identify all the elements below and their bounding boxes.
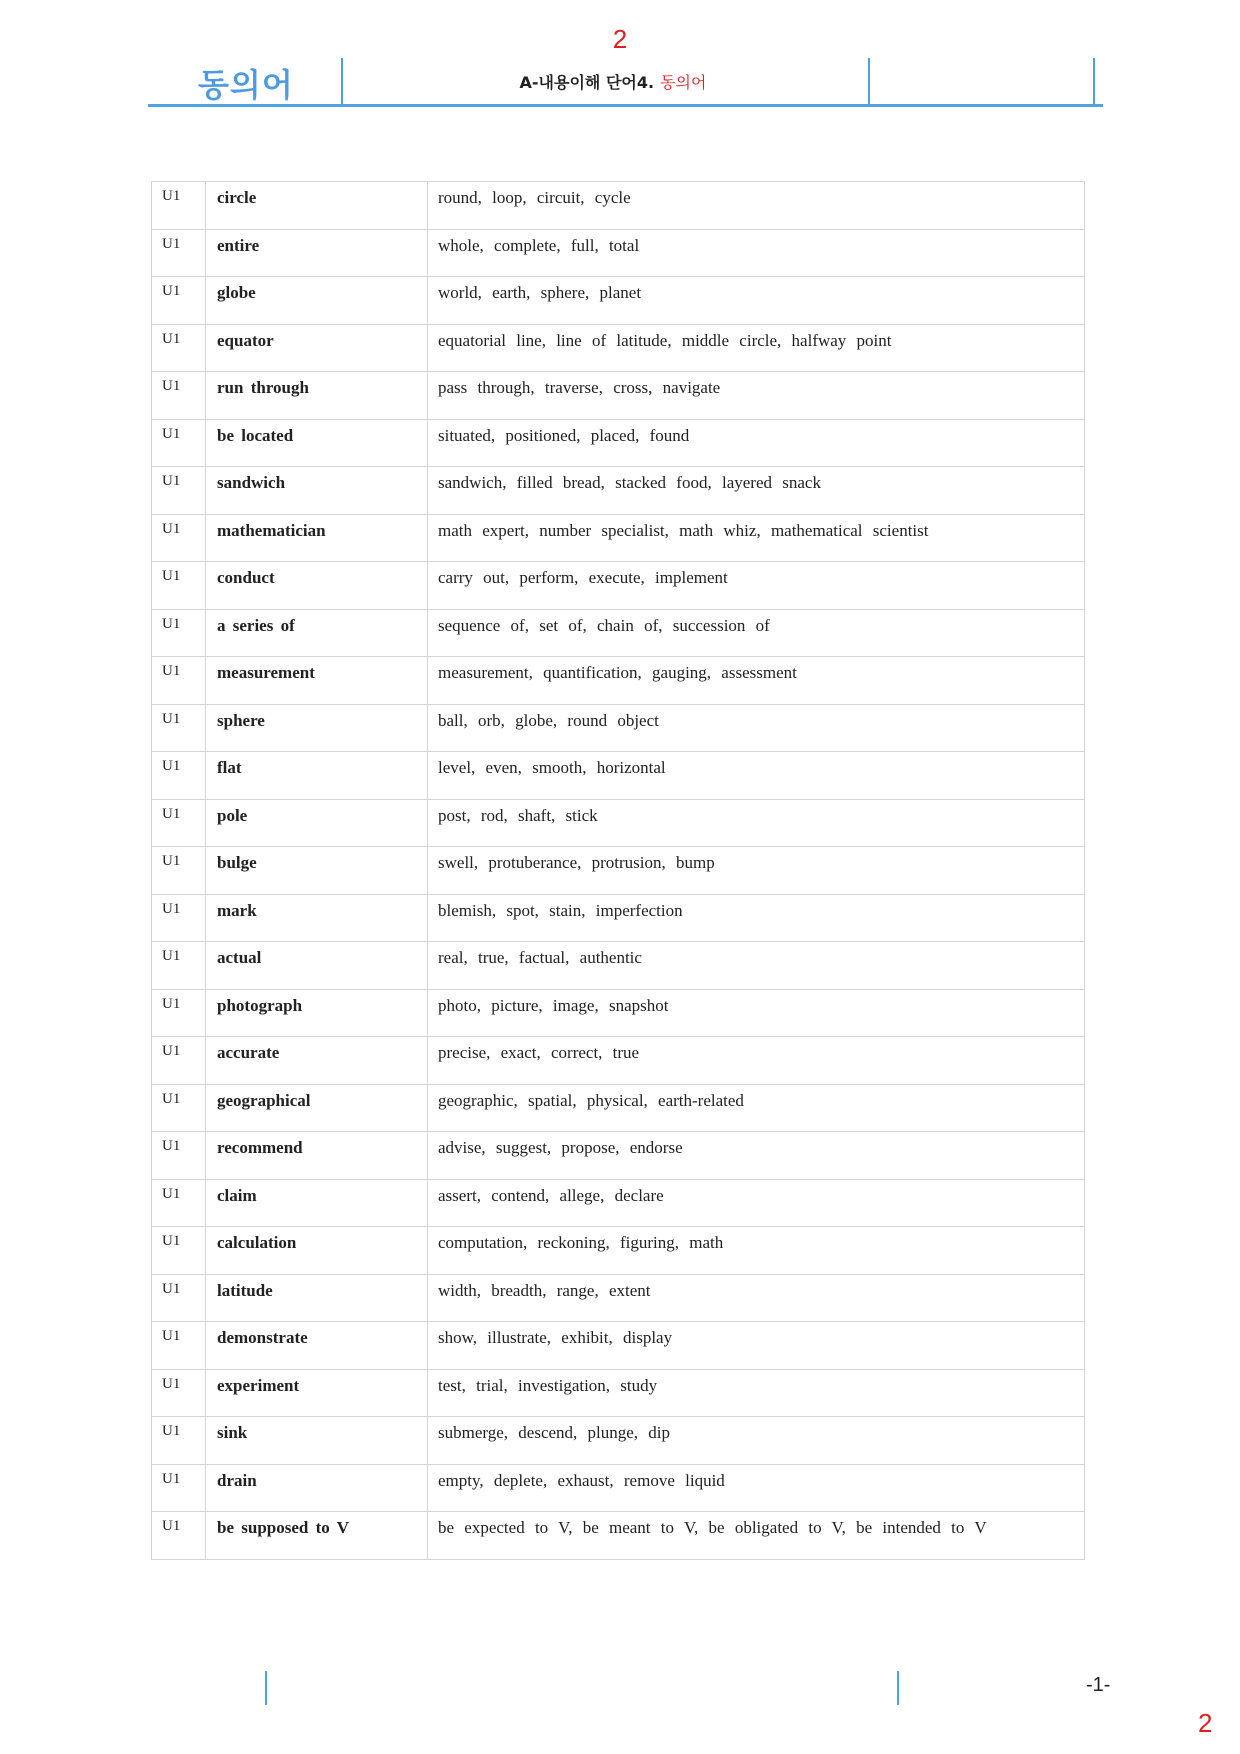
unit-text: U1 <box>162 663 181 679</box>
synonyms-cell <box>428 847 1085 895</box>
table-row <box>152 467 1085 515</box>
unit-cell <box>152 182 206 230</box>
table-row <box>152 562 1085 610</box>
unit-text: U1 <box>162 1138 181 1154</box>
word-cell <box>206 1369 428 1417</box>
synonyms-cell <box>428 942 1085 990</box>
synonyms-cell <box>428 514 1085 562</box>
synonyms-text: round, loop, circuit, cycle <box>438 188 631 207</box>
synonyms-text: submerge, descend, plunge, dip <box>438 1423 671 1442</box>
word-cell <box>206 1132 428 1180</box>
synonyms-cell <box>428 752 1085 800</box>
unit-cell <box>152 277 206 325</box>
synonyms-cell <box>428 609 1085 657</box>
unit-cell <box>152 1179 206 1227</box>
word-cell <box>206 1179 428 1227</box>
synonyms-cell <box>428 372 1085 420</box>
synonyms-text: computation, reckoning, figuring, math <box>438 1233 724 1252</box>
word-text: actual <box>217 948 262 967</box>
synonyms-cell <box>428 562 1085 610</box>
synonyms-cell <box>428 704 1085 752</box>
synonyms-text: measurement, quantification, gauging, assessment <box>438 663 797 682</box>
synonyms-cell <box>428 419 1085 467</box>
unit-text: U1 <box>162 758 181 774</box>
synonyms-text: test, trial, investigation, study <box>438 1375 658 1395</box>
table-row <box>152 1464 1085 1512</box>
synonyms-text: be expected to V, be meant to V, be obligated to V, be intended to V <box>438 1518 987 1537</box>
unit-cell <box>152 989 206 1037</box>
unit-text: U1 <box>162 473 181 489</box>
word-cell <box>206 514 428 562</box>
page-header <box>148 58 1103 107</box>
synonyms-cell <box>428 1512 1085 1560</box>
unit-cell <box>152 752 206 800</box>
word-text: demonstrate <box>217 1328 308 1347</box>
word-cell <box>206 1417 428 1465</box>
word-text: calculation <box>217 1233 297 1252</box>
word-text: measurement <box>217 663 315 682</box>
synonyms-text: empty, deplete, exhaust, remove liquid <box>438 1470 725 1490</box>
synonyms-cell <box>428 1084 1085 1132</box>
top-page-number: 2 <box>612 24 628 54</box>
synonyms-cell <box>428 1037 1085 1085</box>
word-cell <box>206 657 428 705</box>
synonyms-cell <box>428 1464 1085 1512</box>
word-text: bulge <box>217 853 257 872</box>
word-cell <box>206 467 428 515</box>
word-text: conduct <box>217 568 275 587</box>
header-subtitle-highlight: 동의어 <box>660 73 707 92</box>
word-cell <box>206 562 428 610</box>
unit-text: U1 <box>162 1328 181 1344</box>
table-row <box>152 419 1085 467</box>
unit-cell <box>152 942 206 990</box>
word-text: run through <box>217 378 309 397</box>
synonyms-text: math expert, number specialist, math whiz, mathematical scientist <box>438 520 929 540</box>
unit-text: U1 <box>162 900 181 917</box>
word-text: geographical <box>217 1090 311 1110</box>
word-cell <box>206 1274 428 1322</box>
synonyms-text: world, earth, sphere, planet <box>438 283 642 302</box>
word-cell <box>206 942 428 990</box>
synonyms-text: equatorial line, line of latitude, middle circle, halfway point <box>438 330 892 350</box>
word-cell <box>206 229 428 277</box>
table-row <box>152 277 1085 325</box>
header-subtitle-text: A-내용이해 단어4. <box>519 73 655 92</box>
synonyms-text: blemish, spot, stain, imperfection <box>438 900 683 920</box>
synonyms-text: precise, exact, correct, true <box>438 1043 640 1062</box>
unit-cell <box>152 609 206 657</box>
table-row <box>152 894 1085 942</box>
word-cell <box>206 1227 428 1275</box>
table-row <box>152 229 1085 277</box>
table-row <box>152 372 1085 420</box>
synonyms-cell <box>428 894 1085 942</box>
header-divider-right <box>1093 58 1095 104</box>
synonyms-cell <box>428 989 1085 1037</box>
word-cell <box>206 1322 428 1370</box>
word-text: a series of <box>217 615 295 635</box>
word-cell <box>206 182 428 230</box>
synonyms-text: advise, suggest, propose, endorse <box>438 1138 683 1157</box>
unit-text: U1 <box>162 1375 181 1392</box>
unit-cell <box>152 514 206 562</box>
unit-text: U1 <box>162 710 181 727</box>
unit-cell <box>152 894 206 942</box>
word-cell <box>206 847 428 895</box>
synonyms-cell <box>428 1322 1085 1370</box>
synonyms-cell <box>428 1369 1085 1417</box>
unit-text: U1 <box>162 1185 181 1202</box>
word-text: mark <box>217 900 257 920</box>
word-text: drain <box>217 1470 257 1490</box>
unit-cell <box>152 1037 206 1085</box>
unit-text: U1 <box>162 615 181 632</box>
unit-text: U1 <box>162 1423 181 1439</box>
word-cell <box>206 1512 428 1560</box>
word-text: photograph <box>217 995 303 1015</box>
word-text: flat <box>217 758 242 777</box>
unit-text: U1 <box>162 520 181 537</box>
footer-divider-right <box>897 1671 899 1705</box>
synonyms-text: width, breadth, range, extent <box>438 1280 651 1300</box>
synonyms-text: ball, orb, globe, round object <box>438 710 659 730</box>
table-row <box>152 1132 1085 1180</box>
word-text: circle <box>217 188 257 207</box>
synonyms-text: post, rod, shaft, stick <box>438 805 598 825</box>
synonyms-text: assert, contend, allege, declare <box>438 1185 664 1205</box>
synonyms-text: show, illustrate, exhibit, display <box>438 1328 673 1347</box>
unit-cell <box>152 1132 206 1180</box>
unit-cell <box>152 467 206 515</box>
synonyms-text: sandwich, filled bread, stacked food, layered snack <box>438 473 821 492</box>
word-text: latitude <box>217 1280 273 1300</box>
word-cell <box>206 1037 428 1085</box>
word-text: mathematician <box>217 520 326 540</box>
table-row <box>152 514 1085 562</box>
synonyms-text: geographic, spatial, physical, earth-related <box>438 1090 744 1110</box>
word-text: claim <box>217 1185 257 1205</box>
word-text: entire <box>217 235 260 255</box>
word-cell <box>206 799 428 847</box>
table-row <box>152 609 1085 657</box>
table-row <box>152 704 1085 752</box>
word-cell <box>206 704 428 752</box>
unit-text: U1 <box>162 805 181 822</box>
table-row <box>152 942 1085 990</box>
word-cell <box>206 1464 428 1512</box>
header-subtitle <box>348 70 878 93</box>
unit-cell <box>152 229 206 277</box>
table-row <box>152 1369 1085 1417</box>
table-row <box>152 1512 1085 1560</box>
synonyms-text: situated, positioned, placed, found <box>438 425 690 445</box>
page-label: -1- <box>1086 1674 1111 1696</box>
table-row <box>152 324 1085 372</box>
unit-text: U1 <box>162 188 181 204</box>
unit-text: U1 <box>162 330 181 347</box>
word-text: experiment <box>217 1375 300 1395</box>
unit-cell <box>152 847 206 895</box>
table-row <box>152 1417 1085 1465</box>
synonyms-cell <box>428 799 1085 847</box>
footer-divider-left <box>265 1671 267 1705</box>
table-row <box>152 1179 1085 1227</box>
word-cell <box>206 894 428 942</box>
word-cell <box>206 277 428 325</box>
synonyms-cell <box>428 1417 1085 1465</box>
unit-text: U1 <box>162 995 181 1012</box>
unit-text: U1 <box>162 1090 181 1107</box>
unit-cell <box>152 657 206 705</box>
table-row <box>152 847 1085 895</box>
synonyms-text: pass through, traverse, cross, navigate <box>438 378 721 397</box>
table-row <box>152 657 1085 705</box>
synonyms-cell <box>428 1132 1085 1180</box>
table-row <box>152 1274 1085 1322</box>
synonyms-cell <box>428 1227 1085 1275</box>
synonyms-text: whole, complete, full, total <box>438 235 640 255</box>
unit-cell <box>152 372 206 420</box>
table-row <box>152 1322 1085 1370</box>
unit-cell <box>152 704 206 752</box>
unit-cell <box>152 419 206 467</box>
synonyms-cell <box>428 182 1085 230</box>
unit-text: U1 <box>162 1233 181 1249</box>
table-row <box>152 1227 1085 1275</box>
word-cell <box>206 989 428 1037</box>
table-row <box>152 182 1085 230</box>
synonyms-text: photo, picture, image, snapshot <box>438 995 669 1015</box>
unit-text: U1 <box>162 283 181 299</box>
word-cell <box>206 752 428 800</box>
word-cell <box>206 1084 428 1132</box>
synonyms-cell <box>428 1274 1085 1322</box>
word-text: sink <box>217 1423 248 1442</box>
unit-text: U1 <box>162 378 181 394</box>
synonyms-cell <box>428 229 1085 277</box>
word-cell <box>206 609 428 657</box>
synonyms-text: sequence of, set of, chain of, succession of <box>438 615 770 635</box>
word-cell <box>206 419 428 467</box>
unit-cell <box>152 324 206 372</box>
vocabulary-table <box>151 181 1085 1560</box>
unit-text: U1 <box>162 425 181 442</box>
unit-cell <box>152 1322 206 1370</box>
header-title: 동의어 <box>198 66 294 104</box>
table-row <box>152 752 1085 800</box>
bottom-page-number: 2 <box>1198 1708 1213 1738</box>
table-row <box>152 1037 1085 1085</box>
table-row <box>152 989 1085 1037</box>
synonyms-cell <box>428 277 1085 325</box>
word-text: equator <box>217 330 274 350</box>
word-text: pole <box>217 805 248 825</box>
synonyms-text: level, even, smooth, horizontal <box>438 758 666 777</box>
synonyms-cell <box>428 324 1085 372</box>
unit-text: U1 <box>162 853 181 869</box>
word-text: sphere <box>217 710 265 730</box>
synonyms-cell <box>428 1179 1085 1227</box>
synonyms-text: swell, protuberance, protrusion, bump <box>438 853 715 872</box>
unit-cell <box>152 1227 206 1275</box>
word-cell <box>206 324 428 372</box>
synonyms-text: carry out, perform, execute, implement <box>438 568 728 587</box>
unit-cell <box>152 1274 206 1322</box>
unit-cell <box>152 562 206 610</box>
unit-text: U1 <box>162 1280 181 1297</box>
word-text: recommend <box>217 1138 303 1157</box>
unit-cell <box>152 1464 206 1512</box>
word-text: be located <box>217 425 294 445</box>
word-text: sandwich <box>217 473 286 492</box>
vocabulary-table-body <box>152 182 1085 1560</box>
unit-cell <box>152 1417 206 1465</box>
table-row <box>152 799 1085 847</box>
unit-text: U1 <box>162 948 181 964</box>
word-text: globe <box>217 283 256 302</box>
word-text: be supposed to V <box>217 1518 349 1537</box>
synonyms-cell <box>428 467 1085 515</box>
unit-cell <box>152 799 206 847</box>
synonyms-cell <box>428 657 1085 705</box>
table-row <box>152 1084 1085 1132</box>
synonyms-text: real, true, factual, authentic <box>438 948 642 967</box>
word-cell <box>206 372 428 420</box>
unit-cell <box>152 1512 206 1560</box>
unit-cell <box>152 1084 206 1132</box>
unit-text: U1 <box>162 1518 181 1534</box>
unit-cell <box>152 1369 206 1417</box>
word-text: accurate <box>217 1043 280 1062</box>
unit-text: U1 <box>162 1043 181 1059</box>
unit-text: U1 <box>162 235 181 252</box>
unit-text: U1 <box>162 1470 181 1487</box>
unit-text: U1 <box>162 568 181 584</box>
